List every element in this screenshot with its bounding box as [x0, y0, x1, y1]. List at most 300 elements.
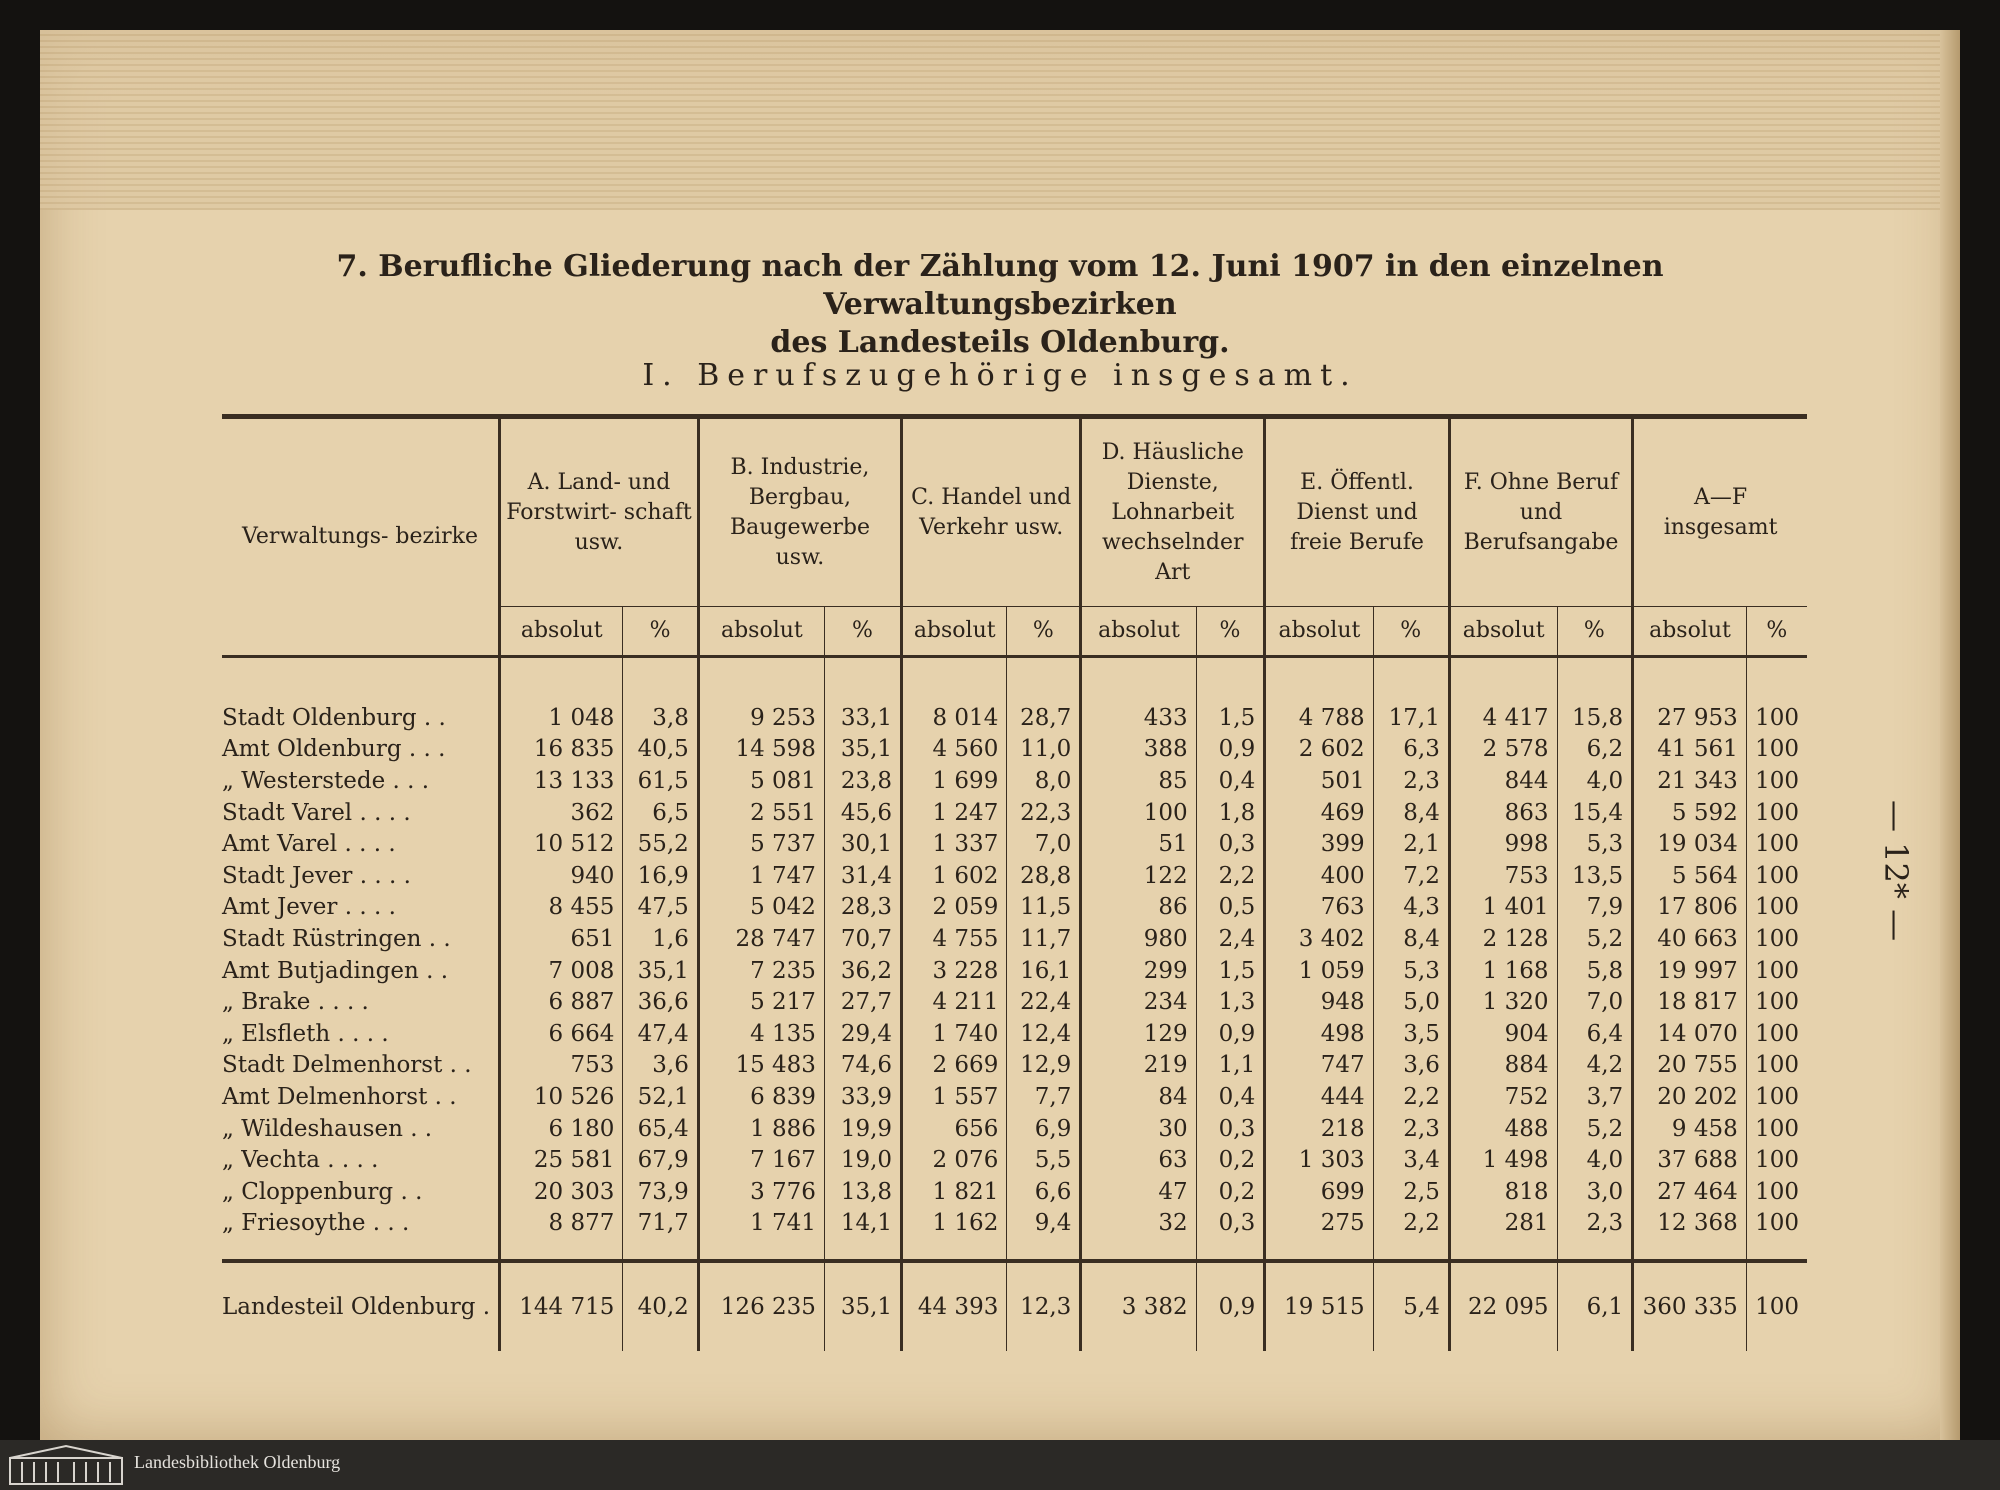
- cell-percent: 27,7: [824, 986, 901, 1018]
- cell-absolute: 752: [1449, 1081, 1557, 1113]
- cell-absolute: 47: [1081, 1176, 1196, 1208]
- table-row: [222, 1113, 1807, 1145]
- cell-absolute: 27 953: [1633, 702, 1747, 734]
- cell-percent: 2,3: [1557, 1208, 1633, 1240]
- cell-percent: 5,4: [1373, 1261, 1449, 1351]
- cell-absolute: 360 335: [1633, 1261, 1747, 1351]
- cell-absolute: 1 059: [1265, 955, 1373, 987]
- cell-absolute: 5 592: [1633, 797, 1747, 829]
- header-group-f: F. Ohne Beruf und Berufsangabe: [1449, 419, 1632, 607]
- cell-absolute: 84: [1081, 1081, 1196, 1113]
- cell-absolute: 1 886: [698, 1113, 824, 1145]
- cell-percent: 28,8: [1007, 860, 1081, 892]
- cell-percent: 7,7: [1007, 1081, 1081, 1113]
- cell-percent: 100: [1755, 736, 1799, 763]
- cell-absolute: 753: [500, 1050, 623, 1082]
- cell-absolute: 219: [1081, 1050, 1196, 1082]
- cell-percent: 6,5: [623, 797, 698, 829]
- cell-absolute: 4 211: [902, 986, 1007, 1018]
- cell-percent: 0,3: [1196, 1208, 1265, 1240]
- table-row: [222, 860, 1807, 892]
- cell-absolute: 6 887: [500, 986, 623, 1018]
- cell-percent: 8,4: [1373, 797, 1449, 829]
- cell-absolute: 6 839: [698, 1081, 824, 1113]
- subheader-absolut: absolut: [698, 607, 824, 657]
- cell-absolute: 122: [1081, 860, 1196, 892]
- page-edge-texture: [40, 30, 1960, 210]
- cell-absolute: 7 235: [698, 955, 824, 987]
- cell-percent: 3,4: [1373, 1144, 1449, 1176]
- cell-absolute: 863: [1449, 797, 1557, 829]
- cell-percent: 11,5: [1007, 892, 1081, 924]
- subheader-percent: %: [623, 607, 698, 657]
- cell-absolute: 22 095: [1449, 1261, 1557, 1351]
- cell-absolute: 1 821: [902, 1176, 1007, 1208]
- cell-percent: 100: [1755, 1178, 1799, 1205]
- cell-absolute: 948: [1265, 986, 1373, 1018]
- cell-absolute: 2 128: [1449, 923, 1557, 955]
- cell-percent: 9,4: [1007, 1208, 1081, 1240]
- subheader-absolut: absolut: [500, 607, 623, 657]
- cell-absolute: 40 663: [1633, 923, 1747, 955]
- cell-absolute: 469: [1265, 797, 1373, 829]
- cell-percent: 100: [1755, 704, 1799, 731]
- cell-absolute: 362: [500, 797, 623, 829]
- header-group-a: A. Land- und Forstwirt- schaft usw.: [500, 419, 699, 607]
- cell-absolute: 19 515: [1265, 1261, 1373, 1351]
- table-row: [222, 1050, 1807, 1082]
- table-row: [222, 955, 1807, 987]
- cell-percent: 67,9: [623, 1144, 698, 1176]
- cell-percent: 3,6: [623, 1050, 698, 1082]
- header-group-c: C. Handel und Verkehr usw.: [902, 419, 1081, 607]
- cell-percent: 0,9: [1196, 1261, 1265, 1351]
- cell-percent: 2,2: [1196, 860, 1265, 892]
- cell-percent: 45,6: [824, 797, 901, 829]
- cell-absolute: 17 806: [1633, 892, 1747, 924]
- cell-absolute: 904: [1449, 1018, 1557, 1050]
- subheader-absolut: absolut: [902, 607, 1007, 657]
- cell-percent: 14,1: [824, 1208, 901, 1240]
- subheader-percent: %: [1007, 607, 1081, 657]
- subheader-percent: %: [1196, 607, 1265, 657]
- table-subtitle: I. Berufszugehörige insgesamt.: [642, 358, 1358, 393]
- district-name: Stadt Rüstringen . .: [222, 923, 500, 955]
- subheader-percent: %: [824, 607, 901, 657]
- cell-absolute: 940: [500, 860, 623, 892]
- cell-percent: 2,4: [1196, 923, 1265, 955]
- header-group-b: B. Industrie, Bergbau, Baugewerbe usw.: [698, 419, 901, 607]
- cell-absolute: 85: [1081, 765, 1196, 797]
- cell-absolute: 5 042: [698, 892, 824, 924]
- library-building-icon: [8, 1444, 124, 1486]
- cell-percent: 100: [1755, 767, 1799, 794]
- cell-absolute: 19 997: [1633, 955, 1747, 987]
- cell-absolute: 656: [902, 1113, 1007, 1145]
- cell-absolute: 63: [1081, 1144, 1196, 1176]
- cell-percent: 15,8: [1557, 702, 1633, 734]
- cell-absolute: 5 217: [698, 986, 824, 1018]
- cell-percent: 23,8: [824, 765, 901, 797]
- district-name: Stadt Delmenhorst . .: [222, 1050, 500, 1082]
- cell-absolute: 25 581: [500, 1144, 623, 1176]
- cell-absolute: 818: [1449, 1176, 1557, 1208]
- cell-percent: 28,3: [824, 892, 901, 924]
- cell-absolute: 444: [1265, 1081, 1373, 1113]
- district-name: „ Friesoythe . . .: [222, 1208, 500, 1240]
- cell-absolute: 10 512: [500, 828, 623, 860]
- cell-percent: 19,9: [824, 1113, 901, 1145]
- cell-percent: 1,3: [1196, 986, 1265, 1018]
- cell-absolute: 13 133: [500, 765, 623, 797]
- cell-percent: 71,7: [623, 1208, 698, 1240]
- cell-absolute: 234: [1081, 986, 1196, 1018]
- cell-absolute: 651: [500, 923, 623, 955]
- cell-absolute: 1 747: [698, 860, 824, 892]
- cell-percent: 1,8: [1196, 797, 1265, 829]
- cell-absolute: 1 740: [902, 1018, 1007, 1050]
- cell-percent: 8,4: [1373, 923, 1449, 955]
- cell-percent: 5,2: [1557, 923, 1633, 955]
- cell-percent: 4,0: [1557, 765, 1633, 797]
- table-row: [222, 1176, 1807, 1208]
- district-name: „ Westerstede . . .: [222, 765, 500, 797]
- cell-absolute: 763: [1265, 892, 1373, 924]
- cell-percent: 13,5: [1557, 860, 1633, 892]
- cell-percent: 47,5: [623, 892, 698, 924]
- cell-percent: 5,8: [1557, 955, 1633, 987]
- cell-absolute: 399: [1265, 828, 1373, 860]
- cell-percent: 35,1: [824, 734, 901, 766]
- cell-percent: 2,2: [1373, 1081, 1449, 1113]
- cell-absolute: 8 014: [902, 702, 1007, 734]
- cell-percent: 6,1: [1557, 1261, 1633, 1351]
- cell-percent: 1,1: [1196, 1050, 1265, 1082]
- cell-percent: 3,0: [1557, 1176, 1633, 1208]
- cell-percent: 11,0: [1007, 734, 1081, 766]
- cell-percent: 100: [1755, 1020, 1799, 1047]
- cell-absolute: 37 688: [1633, 1144, 1747, 1176]
- cell-absolute: 6 664: [500, 1018, 623, 1050]
- cell-absolute: 1 303: [1265, 1144, 1373, 1176]
- district-name: Amt Butjadingen . .: [222, 955, 500, 987]
- cell-percent: 100: [1755, 1147, 1799, 1174]
- cell-percent: 100: [1755, 1083, 1799, 1110]
- cell-percent: 7,9: [1557, 892, 1633, 924]
- cell-percent: 47,4: [623, 1018, 698, 1050]
- cell-percent: 2,3: [1373, 1113, 1449, 1145]
- subheader-absolut: absolut: [1633, 607, 1747, 657]
- cell-absolute: 3 382: [1081, 1261, 1196, 1351]
- cell-percent: 3,6: [1373, 1050, 1449, 1082]
- cell-absolute: 488: [1449, 1113, 1557, 1145]
- cell-percent: 5,0: [1373, 986, 1449, 1018]
- table-row: [222, 1018, 1807, 1050]
- cell-percent: 30,1: [824, 828, 901, 860]
- cell-absolute: 433: [1081, 702, 1196, 734]
- cell-absolute: 275: [1265, 1208, 1373, 1240]
- cell-percent: 36,2: [824, 955, 901, 987]
- cell-absolute: 5 564: [1633, 860, 1747, 892]
- cell-absolute: 1 498: [1449, 1144, 1557, 1176]
- district-name: „ Elsfleth . . . .: [222, 1018, 500, 1050]
- cell-absolute: 30: [1081, 1113, 1196, 1145]
- title-line-1: 7. Berufliche Gliederung nach der Zählung vom 12. Juni 1907 in den einzelnen Verwaltungsbezirken: [336, 249, 1664, 322]
- header-group-total: A—F insgesamt: [1663, 484, 1778, 540]
- cell-absolute: 2 076: [902, 1144, 1007, 1176]
- cell-absolute: 8 877: [500, 1208, 623, 1240]
- cell-percent: 55,2: [623, 828, 698, 860]
- cell-percent: 5,2: [1557, 1113, 1633, 1145]
- table-row: [222, 1081, 1807, 1113]
- cell-percent: 35,1: [623, 955, 698, 987]
- cell-absolute: 144 715: [500, 1261, 623, 1351]
- cell-percent: 73,9: [623, 1176, 698, 1208]
- cell-absolute: 2 551: [698, 797, 824, 829]
- cell-percent: 11,7: [1007, 923, 1081, 955]
- cell-absolute: 4 755: [902, 923, 1007, 955]
- cell-absolute: 32: [1081, 1208, 1196, 1240]
- district-name: Amt Delmenhorst . .: [222, 1081, 500, 1113]
- cell-absolute: 2 578: [1449, 734, 1557, 766]
- cell-absolute: 28 747: [698, 923, 824, 955]
- cell-absolute: 1 602: [902, 860, 1007, 892]
- district-name: Amt Oldenburg . . .: [222, 734, 500, 766]
- cell-percent: 36,6: [623, 986, 698, 1018]
- cell-percent: 5,5: [1007, 1144, 1081, 1176]
- cell-percent: 35,1: [824, 1261, 901, 1351]
- district-name: Landesteil Oldenburg .: [222, 1261, 500, 1351]
- cell-percent: 12,9: [1007, 1050, 1081, 1082]
- cell-absolute: 18 817: [1633, 986, 1747, 1018]
- cell-percent: 100: [1755, 831, 1799, 858]
- cell-absolute: 2 602: [1265, 734, 1373, 766]
- cell-percent: 70,7: [824, 923, 901, 955]
- cell-percent: 0,3: [1196, 828, 1265, 860]
- cell-percent: 0,9: [1196, 1018, 1265, 1050]
- cell-percent: 100: [1755, 1115, 1799, 1142]
- cell-absolute: 4 788: [1265, 702, 1373, 734]
- cell-absolute: 20 303: [500, 1176, 623, 1208]
- cell-absolute: 1 699: [902, 765, 1007, 797]
- cell-percent: 100: [1755, 1052, 1799, 1079]
- cell-percent: 3,5: [1373, 1018, 1449, 1050]
- district-name: „ Vechta . . . .: [222, 1144, 500, 1176]
- spacer-row: [222, 657, 1807, 703]
- cell-absolute: 1 320: [1449, 986, 1557, 1018]
- cell-absolute: 1 247: [902, 797, 1007, 829]
- cell-absolute: 400: [1265, 860, 1373, 892]
- title-line-2: des Landesteils Oldenburg.: [770, 325, 1230, 360]
- cell-percent: 7,0: [1007, 828, 1081, 860]
- table-row: [222, 986, 1807, 1018]
- cell-absolute: 9 253: [698, 702, 824, 734]
- cell-absolute: 884: [1449, 1050, 1557, 1082]
- cell-absolute: 10 526: [500, 1081, 623, 1113]
- cell-absolute: 7 008: [500, 955, 623, 987]
- cell-absolute: 27 464: [1633, 1176, 1747, 1208]
- cell-percent: 13,8: [824, 1176, 901, 1208]
- cell-absolute: 20 755: [1633, 1050, 1747, 1082]
- cell-absolute: 4 560: [902, 734, 1007, 766]
- table-title: [200, 248, 1800, 362]
- cell-absolute: 15 483: [698, 1050, 824, 1082]
- cell-percent: 40,5: [623, 734, 698, 766]
- cell-absolute: 5 737: [698, 828, 824, 860]
- cell-percent: 74,6: [824, 1050, 901, 1082]
- cell-absolute: 218: [1265, 1113, 1373, 1145]
- cell-absolute: 14 598: [698, 734, 824, 766]
- cell-absolute: 9 458: [1633, 1113, 1747, 1145]
- cell-absolute: 8 455: [500, 892, 623, 924]
- cell-percent: 100: [1755, 957, 1799, 984]
- cell-percent: 19,0: [824, 1144, 901, 1176]
- cell-absolute: 14 070: [1633, 1018, 1747, 1050]
- cell-absolute: 100: [1081, 797, 1196, 829]
- cell-percent: 33,9: [824, 1081, 901, 1113]
- cell-percent: 2,5: [1373, 1176, 1449, 1208]
- cell-percent: 3,8: [623, 702, 698, 734]
- cell-percent: 6,2: [1557, 734, 1633, 766]
- page-side-edge: [1940, 30, 1960, 1440]
- header-district: Verwaltungs- bezirke: [222, 419, 500, 657]
- table-row: [222, 892, 1807, 924]
- total-row: [222, 1261, 1807, 1351]
- cell-absolute: 19 034: [1633, 828, 1747, 860]
- cell-percent: 4,3: [1373, 892, 1449, 924]
- cell-absolute: 1 048: [500, 702, 623, 734]
- cell-absolute: 753: [1449, 860, 1557, 892]
- cell-absolute: 129: [1081, 1018, 1196, 1050]
- cell-absolute: 20 202: [1633, 1081, 1747, 1113]
- occupation-table: [222, 414, 1807, 1351]
- cell-absolute: 5 081: [698, 765, 824, 797]
- cell-percent: 0,3: [1196, 1113, 1265, 1145]
- cell-percent: 28,7: [1007, 702, 1081, 734]
- cell-absolute: 980: [1081, 923, 1196, 955]
- cell-percent: 5,3: [1557, 828, 1633, 860]
- cell-percent: 6,9: [1007, 1113, 1081, 1145]
- cell-percent: 40,2: [623, 1261, 698, 1351]
- cell-absolute: 12 368: [1633, 1208, 1747, 1240]
- cell-percent: 100: [1755, 799, 1799, 826]
- cell-absolute: 51: [1081, 828, 1196, 860]
- cell-percent: 100: [1755, 989, 1799, 1016]
- district-name: Stadt Varel . . . .: [222, 797, 500, 829]
- district-name: Amt Jever . . . .: [222, 892, 500, 924]
- subheader-absolut: absolut: [1265, 607, 1373, 657]
- cell-percent: 100: [1755, 925, 1799, 952]
- cell-percent: 0,9: [1196, 734, 1265, 766]
- cell-percent: 15,4: [1557, 797, 1633, 829]
- cell-absolute: 3 776: [698, 1176, 824, 1208]
- cell-absolute: 1 401: [1449, 892, 1557, 924]
- cell-percent: 100: [1755, 862, 1799, 889]
- cell-absolute: 747: [1265, 1050, 1373, 1082]
- cell-percent: 1,5: [1196, 702, 1265, 734]
- subheader-percent: %: [1746, 607, 1807, 657]
- cell-absolute: 844: [1449, 765, 1557, 797]
- district-name: Stadt Jever . . . .: [222, 860, 500, 892]
- subheader-absolut: absolut: [1081, 607, 1196, 657]
- cell-percent: 0,4: [1196, 765, 1265, 797]
- cell-percent: 1,5: [1196, 955, 1265, 987]
- cell-percent: 16,9: [623, 860, 698, 892]
- cell-percent: 6,4: [1557, 1018, 1633, 1050]
- cell-absolute: 281: [1449, 1208, 1557, 1240]
- cell-percent: 2,3: [1373, 765, 1449, 797]
- spacer-row: [222, 1239, 1807, 1261]
- cell-absolute: 1 741: [698, 1208, 824, 1240]
- cell-absolute: 41 561: [1633, 734, 1747, 766]
- cell-percent: 3,7: [1557, 1081, 1633, 1113]
- cell-percent: 7,2: [1373, 860, 1449, 892]
- cell-percent: 5,3: [1373, 955, 1449, 987]
- cell-absolute: 2 059: [902, 892, 1007, 924]
- cell-percent: 0,5: [1196, 892, 1265, 924]
- cell-absolute: 86: [1081, 892, 1196, 924]
- cell-percent: 100: [1746, 1261, 1807, 1351]
- cell-absolute: 6 180: [500, 1113, 623, 1145]
- cell-percent: 6,6: [1007, 1176, 1081, 1208]
- cell-absolute: 2 669: [902, 1050, 1007, 1082]
- cell-percent: 4,0: [1557, 1144, 1633, 1176]
- cell-percent: 1,6: [623, 923, 698, 955]
- district-name: „ Wildeshausen . .: [222, 1113, 500, 1145]
- table-row: [222, 734, 1807, 766]
- subheader-absolut: absolut: [1449, 607, 1557, 657]
- cell-percent: 65,4: [623, 1113, 698, 1145]
- cell-absolute: 501: [1265, 765, 1373, 797]
- cell-percent: 12,4: [1007, 1018, 1081, 1050]
- district-name: Stadt Oldenburg . .: [222, 702, 500, 734]
- cell-percent: 16,1: [1007, 955, 1081, 987]
- cell-percent: 22,3: [1007, 797, 1081, 829]
- cell-percent: 12,3: [1007, 1261, 1081, 1351]
- cell-percent: 0,2: [1196, 1144, 1265, 1176]
- cell-absolute: 3 228: [902, 955, 1007, 987]
- table-row: [222, 923, 1807, 955]
- footer-bar: [0, 1440, 2000, 1490]
- cell-percent: 100: [1755, 1210, 1799, 1237]
- cell-absolute: 998: [1449, 828, 1557, 860]
- cell-percent: 17,1: [1373, 702, 1449, 734]
- cell-percent: 29,4: [824, 1018, 901, 1050]
- cell-absolute: 1 168: [1449, 955, 1557, 987]
- subheader-percent: %: [1557, 607, 1633, 657]
- cell-absolute: 498: [1265, 1018, 1373, 1050]
- cell-percent: 100: [1755, 894, 1799, 921]
- cell-absolute: 7 167: [698, 1144, 824, 1176]
- table-row: [222, 702, 1807, 734]
- cell-percent: 6,3: [1373, 734, 1449, 766]
- table-row: [222, 797, 1807, 829]
- header-group-d: D. Häusliche Dienste, Lohnarbeit wechselnder Art: [1081, 419, 1265, 607]
- subheader-percent: %: [1373, 607, 1449, 657]
- cell-percent: 2,1: [1373, 828, 1449, 860]
- cell-absolute: 3 402: [1265, 923, 1373, 955]
- district-name: „ Brake . . . .: [222, 986, 500, 1018]
- cell-percent: 52,1: [623, 1081, 698, 1113]
- cell-absolute: 44 393: [902, 1261, 1007, 1351]
- cell-percent: 31,4: [824, 860, 901, 892]
- table-row: [222, 1208, 1807, 1240]
- table-row: [222, 1144, 1807, 1176]
- cell-percent: 4,2: [1557, 1050, 1633, 1082]
- cell-percent: 7,0: [1557, 986, 1633, 1018]
- cell-absolute: 1 162: [902, 1208, 1007, 1240]
- cell-absolute: 1 557: [902, 1081, 1007, 1113]
